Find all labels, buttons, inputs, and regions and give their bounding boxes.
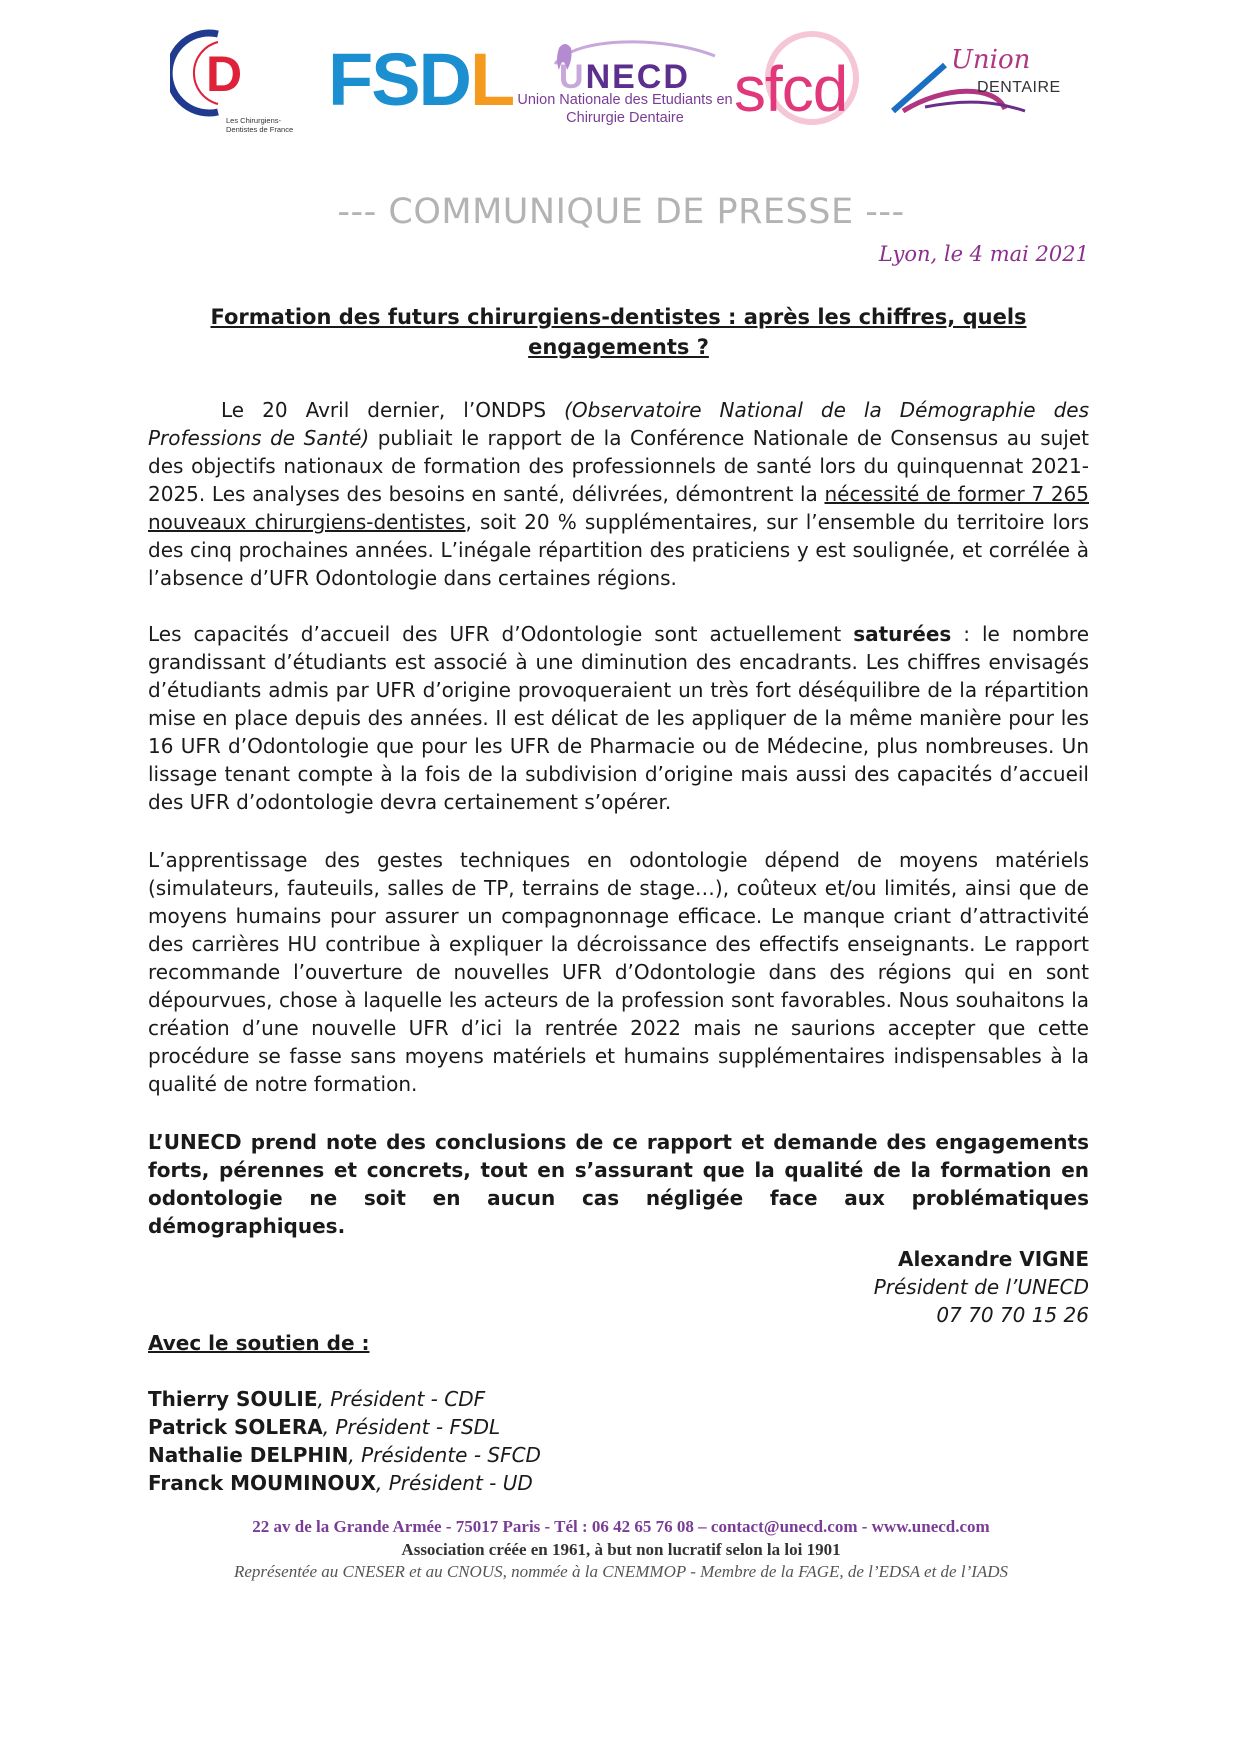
p2-text-c: : le nombre grandissant d’étudiants est associé à une diminution des encadrants. Les chiffres envisagés d’étudiants admis par UFR d’origine provoqueraient un très fort déséquilibre de la répartition mise en place depuis des années. Il est délicat de les appliquer de la même manière pour les 16 UFR d’Odontologie que pour les UFR de Pharmacie ou de Médecine, plus nombreuses. Un lissage tenant compte à la fois de la subdivision d’origine mais aussi des capacités d’accueil des UFR d’odontologie devra certainement s’opérer. <box>148 622 1089 814</box>
paragraph-2 <box>148 620 1089 816</box>
supporter-item <box>148 1413 541 1441</box>
p1-text-a: Le 20 Avril dernier, l’ONDPS <box>221 398 565 422</box>
supporter-item <box>148 1385 541 1413</box>
footer-representation: Représentée au CNESER et au CNOUS, nommée à la CNEMMOP - Membre de la FAGE, de l’EDSA et de l’IADS <box>233 1562 1009 1581</box>
fsdl-main: FSD <box>328 38 470 121</box>
supporter-role: , Président - CDF <box>317 1387 486 1411</box>
supporter-name: Thierry SOULIE <box>148 1387 318 1411</box>
supporter-item <box>148 1469 541 1497</box>
headline: Formation des futurs chirurgiens-dentistes : après les chiffres, quels engagements ? <box>210 305 1027 359</box>
cdf-emblem-icon <box>170 28 280 118</box>
footer-association: Association créée en 1961, à but non lucratif selon la loi 1901 <box>401 1540 841 1559</box>
p2-emphasis: saturées <box>853 622 952 646</box>
cdf-logo <box>170 28 294 140</box>
supporter-role: , Président - FSDL <box>322 1415 501 1439</box>
signatory-phone: 07 70 70 15 26 <box>936 1303 1089 1327</box>
union-dentaire-logo <box>885 45 1095 125</box>
p1-ondps-expansion: (Observatoire National de la Démographie des Professions de Santé) <box>148 398 1089 450</box>
p1-key-figure: nécessité de former 7 265 nouveaux chirurgiens-dentistes <box>148 482 1089 534</box>
supporter-name: Nathalie DELPHIN <box>148 1443 349 1467</box>
supporter-name: Franck MOUMINOUX <box>148 1471 376 1495</box>
support-heading: Avec le soutien de : <box>148 1331 370 1355</box>
p2-text-a: Les capacités d’accueil des UFR d’Odontologie sont actuellement <box>148 622 854 646</box>
cdf-tagline: Les Chirurgiens-Dentistes de France <box>226 116 294 134</box>
unecd-rest: NECD <box>585 58 690 96</box>
sfcd-logo <box>730 28 880 133</box>
ud-union-word: Union <box>951 45 1031 75</box>
supporter-role: , Président - UD <box>376 1471 533 1495</box>
supporter-name: Patrick SOLERA <box>148 1415 323 1439</box>
supporters-list <box>148 1385 541 1497</box>
signatory-role: Président de l’UNECD <box>873 1275 1089 1299</box>
paragraph-3: L’apprentissage des gestes techniques en odontologie dépend de moyens matériels (simulateurs, fauteuils, salles de TP, terrains de stage…), coûteux et/ou limités, ainsi que de moyens humains pour assurer un compagnonnage efficace. Le manque criant d’attractivité des carrières HU contribue à expliquer la décroissance des effectifs enseignants. Le rapport recommande l’ouverture de nouvelles UFR d’Odontologie dans des régions qui en sont dépourvues, chose à laquelle les acteurs de la profession sont favorables. Nous souhaitons la création d’une nouvelle UFR d’ici la rentrée 2022 mais ne saurions accepter que cette procédure se fasse sans moyens matériels et humains supplémentaires indispensables à la qualité de notre formation. <box>148 848 1089 1096</box>
unecd-u: U <box>559 58 586 96</box>
press-release-title: --- COMMUNIQUE DE PRESSE --- <box>337 192 905 232</box>
paragraph-1 <box>148 396 1089 592</box>
ud-dentaire-word: DENTAIRE <box>977 79 1061 96</box>
sfcd-wordmark: sfcd <box>734 53 848 125</box>
fsdl-accent: L <box>470 38 514 121</box>
signatory-name: Alexandre VIGNE <box>898 1247 1089 1271</box>
p1-text-e: , soit 20 % supplémentaires, sur l’ensemble du territoire lors des cinq prochaines années. L’inégale répartition des praticiens y est soulignée, et corrélée à l’absence d’UFR Odontologie dans certaines régions. <box>148 510 1089 590</box>
p1-text-c: publiait le rapport de la Conférence Nationale de Consensus au sujet des objectifs nationaux de formation des professionnels de santé lors du quinquennat 2021-2025. Les analyses des besoins en santé, délivrées, démontrent la <box>148 426 1089 506</box>
fsdl-logo <box>328 40 513 120</box>
paragraph-4-conclusion: L’UNECD prend note des conclusions de ce rapport et demande des engagements forts, pérennes et concrets, tout en s’assurant que la qualité de la formation en odontologie ne soit en aucun cas négligée face aux problématiques démographiques. <box>148 1130 1089 1238</box>
footer-contact: 22 av de la Grande Armée - 75017 Paris - Tél : 06 42 65 76 08 – contact@unecd.com - www.unecd.com <box>252 1517 990 1536</box>
supporter-role: , Présidente - SFCD <box>348 1443 541 1467</box>
dateline: Lyon, le 4 mai 2021 <box>878 242 1089 266</box>
supporter-item <box>148 1441 541 1469</box>
unecd-subtitle: Union Nationale des Etudiants en Chirurgie Dentaire <box>517 92 733 126</box>
unecd-logo <box>515 38 735 138</box>
cdf-letter: D <box>206 46 243 102</box>
